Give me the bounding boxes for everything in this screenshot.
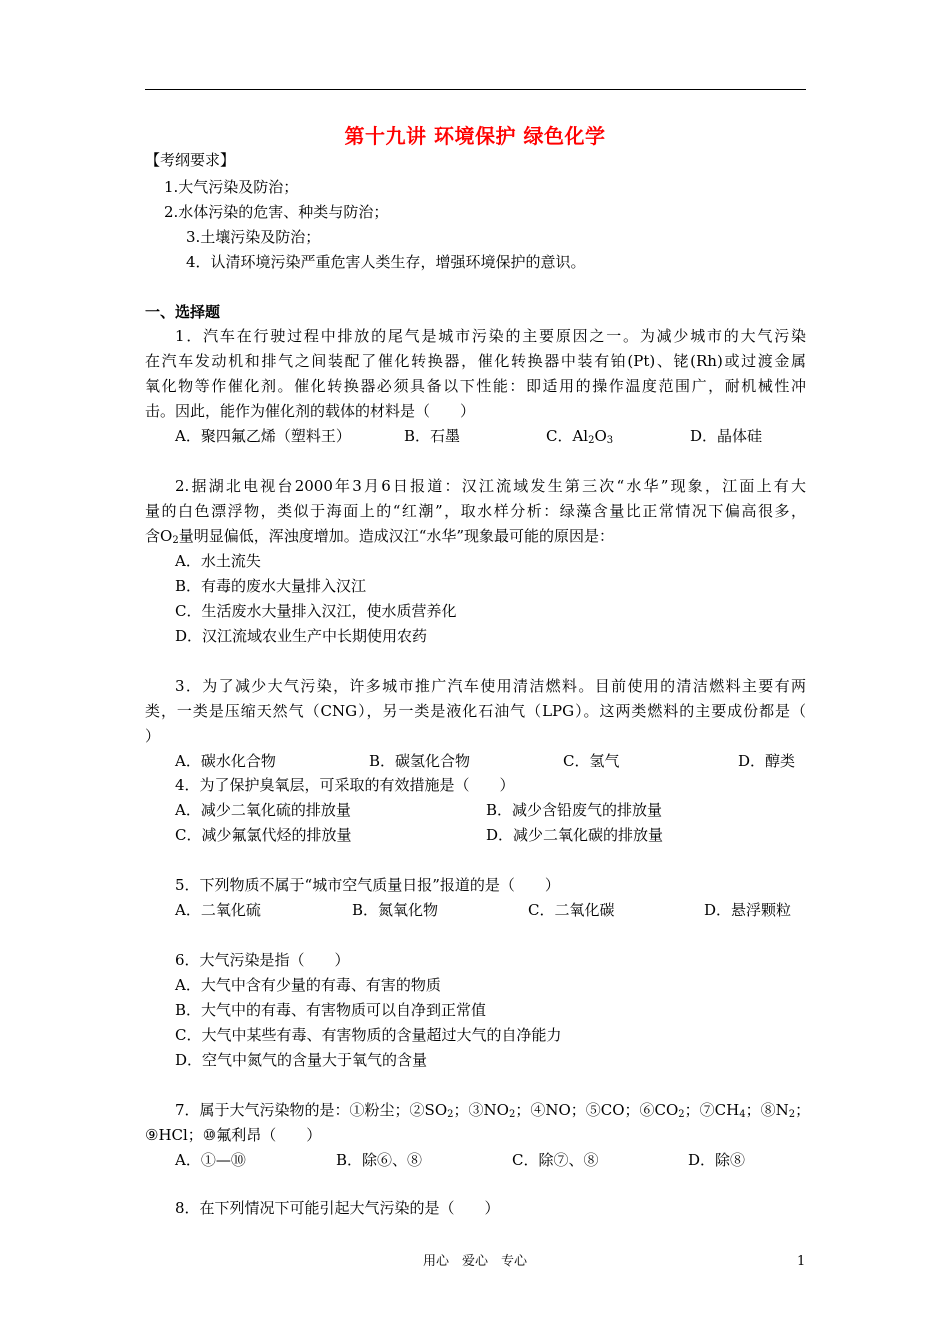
q6-stem: 6．大气污染是指（ ） — [175, 951, 350, 969]
q6-option-d: D．空气中氮气的含量大于氧气的含量 — [175, 1051, 428, 1069]
q7-line: ⑨HCl；⑩氟利昂（ ） — [145, 1126, 322, 1144]
requirements-heading: 【考纲要求】 — [145, 151, 236, 169]
q4-option-c: C．减少氟氯代烃的排放量 — [175, 826, 352, 844]
q3-line: 类，一类是压缩天然气（CNG），另一类是液化石油气（LPG）。这两类燃料的主要成份都是（ — [145, 702, 806, 720]
q3-option-a: A．碳水化合物 — [175, 752, 276, 770]
q2-line: 2.据湖北电视台2000年3月6日报道：汉江流域发生第三次“水华”现象，江面上有大 — [175, 477, 806, 495]
q2-line: 量的白色漂浮物，类似于海面上的“红潮”，取水样分析：绿藻含量比正常情况下偏高很多， — [145, 502, 806, 520]
q1-option-c: C．$Al_2O_3$ — [546, 427, 614, 446]
requirement-item: 3.土壤污染及防治； — [186, 228, 321, 246]
q3-option-b: B．碳氢化合物 — [369, 752, 471, 770]
q2-option-c: C．生活废水大量排入汉江，使水质营养化 — [175, 602, 457, 620]
page-footer: 用心 爱心 专心 — [422, 1254, 527, 1269]
q7-option-c: C．除⑦、⑧ — [512, 1151, 599, 1169]
q1-line: 1．汽车在行驶过程中排放的尾气是城市污染的主要原因之一。为减少城市的大气污染 — [175, 327, 806, 345]
q6-option-a: A．大气中含有少量的有毒、有害的物质 — [175, 976, 441, 994]
q1-option-a: A．聚四氟乙烯（塑料王） — [175, 427, 351, 445]
q6-option-c: C．大气中某些有毒、有害物质的含量超过大气的自净能力 — [175, 1026, 562, 1044]
q5-option-c: C．二氧化碳 — [528, 901, 615, 919]
q7-line: 7．属于大气污染物的是：①粉尘；$②SO_2$；$③NO_2$；④NO；⑤CO；$⑥CO_2$；$⑦CH_4$；$⑧N_2$； — [175, 1101, 811, 1120]
q5-stem: 5．下列物质不属于“城市空气质量日报”报道的是（ ） — [175, 876, 560, 894]
page-title: 第十九讲 环境保护 绿色化学 — [344, 124, 606, 148]
q3-option-d: D．醇类 — [738, 752, 796, 770]
q3-line: ） — [145, 727, 161, 745]
q1-line: 在汽车发动机和排气之间装配了催化转换器，催化转换器中装有铂(Pt)、铑(Rh)或过渡金属 — [145, 352, 806, 370]
requirement-item: 4．认清环境污染严重危害人类生存，增强环境保护的意识。 — [186, 253, 586, 271]
q5-option-b: B．氮氧化物 — [352, 901, 439, 919]
requirement-item: 2.水体污染的危害、种类与防治； — [164, 203, 389, 221]
q1-option-d: D．晶体硅 — [690, 427, 763, 445]
header-rule — [145, 89, 806, 90]
q7-option-a: A．①—⑩ — [175, 1151, 246, 1169]
q8-stem: 8．在下列情况下可能引起大气污染的是（ ） — [175, 1199, 500, 1217]
q2-line: 含$O_2$量明显偏低，浑浊度增加。造成汉江“水华”现象最可能的原因是： — [145, 527, 615, 546]
q4-option-b: B．减少含铅废气的排放量 — [486, 801, 663, 819]
q7-option-d: D．除⑧ — [688, 1151, 746, 1169]
requirement-item: 1.大气污染及防治； — [164, 178, 299, 196]
q5-option-d: D．悬浮颗粒 — [704, 901, 792, 919]
page-number: 1 — [797, 1254, 806, 1269]
q6-option-b: B．大气中的有毒、有害物质可以自净到正常值 — [175, 1001, 487, 1019]
q4-option-a: A．减少二氧化硫的排放量 — [175, 801, 351, 819]
q5-option-a: A．二氧化硫 — [175, 901, 261, 919]
q3-option-c: C．氢气 — [563, 752, 620, 770]
q1-option-b: B．石墨 — [404, 427, 461, 445]
q4-option-d: D．减少二氧化碳的排放量 — [486, 826, 664, 844]
q4-stem: 4．为了保护臭氧层，可采取的有效措施是（ ） — [175, 776, 515, 794]
q1-line: 击。因此，能作为催化剂的载体的材料是（ ） — [145, 402, 476, 420]
q1-line: 氧化物等作催化剂。催化转换器必须具备以下性能：即适用的操作温度范围广，耐机械性冲 — [145, 377, 806, 395]
q7-option-b: B．除⑥、⑧ — [336, 1151, 423, 1169]
q2-option-d: D．汉江流域农业生产中长期使用农药 — [175, 627, 428, 645]
q2-option-b: B．有毒的废水大量排入汉江 — [175, 577, 367, 595]
q3-line: 3．为了减少大气污染，许多城市推广汽车使用清洁燃料。目前使用的清洁燃料主要有两 — [175, 677, 806, 695]
section-heading: 一、选择题 — [145, 303, 221, 321]
q2-option-a: A．水土流失 — [175, 552, 261, 570]
